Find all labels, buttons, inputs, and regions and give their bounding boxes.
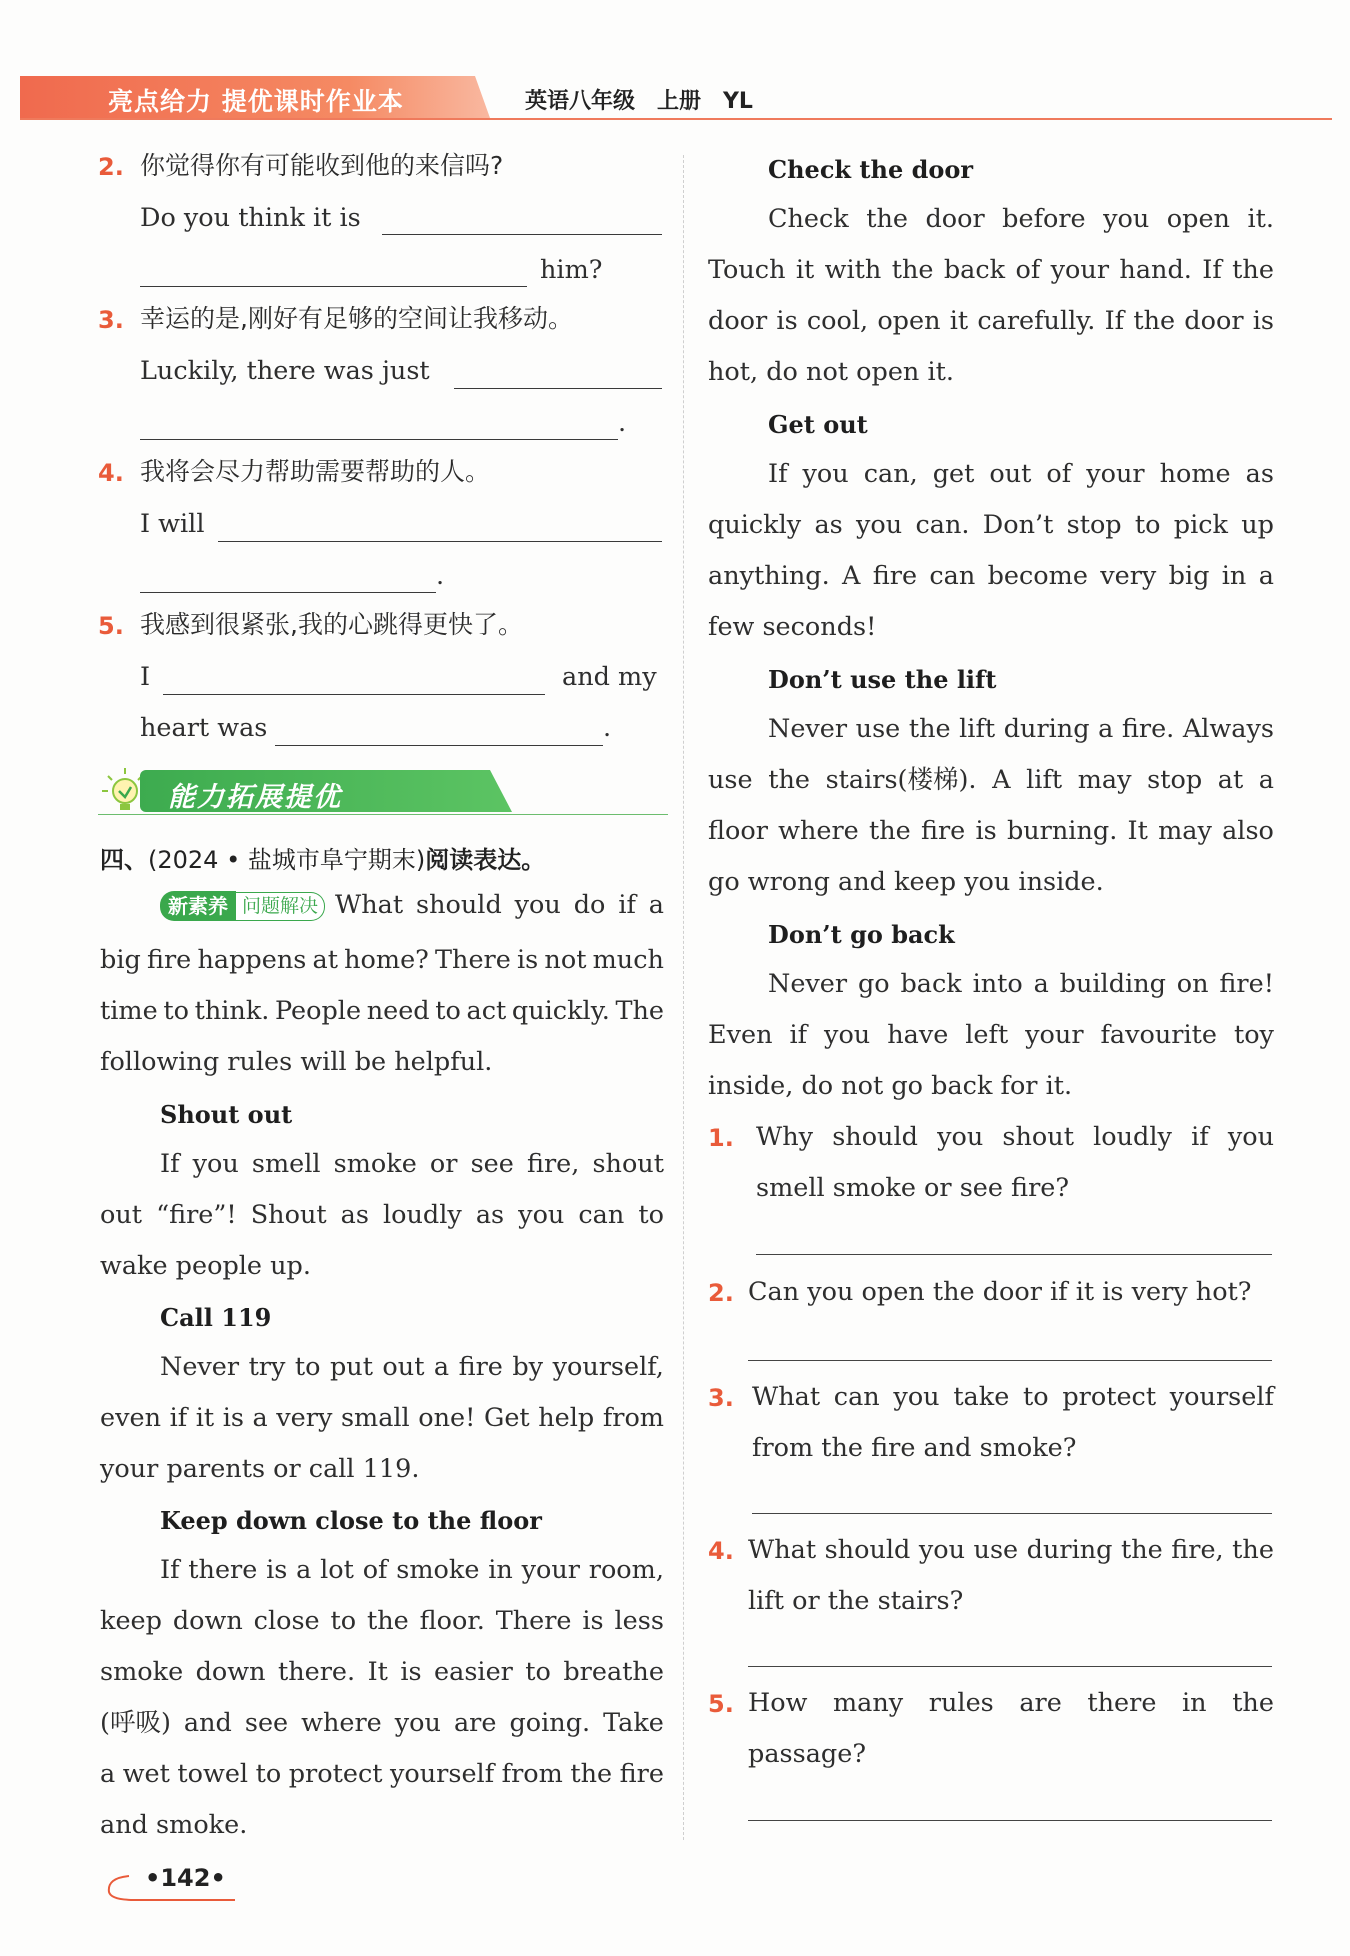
- passage-line: (呼吸) and see where you are going. Take: [100, 1708, 664, 1738]
- passage-line: Never use the lift during a fire. Always: [768, 714, 1274, 744]
- rule-heading: Keep down close to the floor: [160, 1506, 542, 1535]
- part-heading: [100, 840, 545, 875]
- passage-line: anything. A fire can become very big in a: [708, 561, 1274, 591]
- item-line-end: .: [603, 713, 612, 743]
- passage-line: your parents or call 119.: [100, 1454, 420, 1484]
- answer-blank[interactable]: [140, 592, 436, 593]
- passage-line: hot, do not open it.: [708, 357, 954, 387]
- question-line: How many rules are there in the: [748, 1688, 1274, 1718]
- passage-line: use the stairs(楼梯). A lift may stop at a: [708, 765, 1274, 795]
- book-title: 亮点给力 提优课时作业本: [108, 87, 404, 116]
- item-line: Do you think it is: [140, 203, 361, 233]
- passage-line: keep down close to the floor. There is less: [100, 1606, 664, 1636]
- subject-label: 英语八年级 上册 YL: [525, 89, 753, 114]
- question-number: 1.: [708, 1124, 734, 1152]
- item-line-end: .: [618, 408, 627, 438]
- question-line: Can you open the door if it is very hot?: [748, 1277, 1252, 1307]
- item-number: 2.: [98, 153, 124, 181]
- passage-line: [160, 890, 664, 921]
- item-line: heart was: [140, 713, 268, 743]
- question-line: smell smoke or see fire?: [756, 1173, 1070, 1203]
- passage-line: Touch it with the back of your hand. If the: [708, 255, 1274, 285]
- passage-line: door is cool, open it carefully. If the door is: [708, 306, 1274, 336]
- question-number: 2.: [708, 1279, 734, 1307]
- answer-line[interactable]: [748, 1820, 1272, 1821]
- part-title-text: 阅读表达。: [425, 846, 546, 874]
- rule-heading: Check the door: [768, 155, 974, 184]
- rule-heading: Shout out: [160, 1100, 293, 1129]
- rule-heading: Call 119: [160, 1303, 272, 1332]
- answer-blank[interactable]: [454, 388, 662, 389]
- item-line: I: [140, 662, 151, 692]
- passage-line: quickly as you can. Don’t stop to pick up: [708, 510, 1274, 540]
- item-line: I will: [140, 509, 205, 539]
- passage-line: even if it is a very small one! Get help from: [100, 1403, 664, 1433]
- column-divider: [683, 155, 684, 1840]
- passage-line: big fire happens at home? There is not much: [100, 945, 664, 975]
- passage-line: wake people up.: [100, 1251, 311, 1281]
- passage-line: go wrong and keep you inside.: [708, 867, 1104, 897]
- passage-line: time to think. People need to act quickly. The: [100, 996, 664, 1026]
- rule-heading: Get out: [768, 410, 868, 439]
- passage-line: If you can, get out of your home as: [768, 459, 1274, 489]
- page-number: •142•: [145, 1864, 226, 1892]
- question-line: What should you use during the fire, the: [748, 1535, 1274, 1565]
- part-label: 四、: [100, 846, 148, 874]
- item-line-end: him?: [540, 255, 603, 285]
- question-line: passage?: [748, 1739, 866, 1769]
- answer-blank[interactable]: [163, 694, 545, 695]
- answer-line[interactable]: [756, 1254, 1272, 1255]
- answer-line[interactable]: [752, 1513, 1272, 1514]
- item-line: Luckily, there was just: [140, 356, 430, 386]
- answer-blank[interactable]: [275, 745, 603, 746]
- question-number: 4.: [708, 1537, 734, 1565]
- item-prompt-cn: 你觉得你有可能收到他的来信吗?: [140, 151, 504, 180]
- item-line-end: .: [436, 561, 445, 591]
- passage-line: following rules will be helpful.: [100, 1047, 493, 1077]
- answer-blank[interactable]: [140, 286, 527, 287]
- item-prompt-cn: 幸运的是,刚好有足够的空间让我移动。: [140, 304, 573, 333]
- passage-line: and smoke.: [100, 1810, 248, 1840]
- item-number: 4.: [98, 459, 124, 487]
- question-line: from the fire and smoke?: [752, 1433, 1077, 1463]
- item-prompt-cn: 我感到很紧张,我的心跳得更快了。: [140, 610, 523, 639]
- passage-line: Even if you have left your favourite toy: [708, 1020, 1274, 1050]
- question-line: Why should you shout loudly if you: [756, 1122, 1274, 1152]
- section-banner: [98, 764, 668, 820]
- answer-blank[interactable]: [140, 439, 618, 440]
- banner-underline: [98, 814, 668, 815]
- page-header: [20, 72, 1332, 122]
- item-number: 3.: [98, 306, 124, 334]
- passage-line: a wet towel to protect yourself from the fire: [100, 1759, 664, 1789]
- tag-problem-solving: 问题解决: [236, 892, 325, 921]
- section-title: 能力拓展提优: [168, 782, 342, 813]
- answer-blank[interactable]: [382, 234, 662, 235]
- question-number: 5.: [708, 1690, 734, 1718]
- passage-line: Check the door before you open it.: [768, 204, 1274, 234]
- answer-line[interactable]: [748, 1360, 1272, 1361]
- item-line: and my: [562, 662, 657, 692]
- intro-first-line: What should you do if a: [335, 890, 664, 920]
- rule-heading: Don’t use the lift: [768, 665, 997, 694]
- passage-line: smoke down there. It is easier to breathe: [100, 1657, 664, 1687]
- question-line: What can you take to protect yourself: [752, 1382, 1274, 1412]
- question-number: 3.: [708, 1384, 734, 1412]
- passage-line: Never go back into a building on fire!: [768, 969, 1274, 999]
- passage-line: inside, do not go back for it.: [708, 1071, 1073, 1101]
- answer-blank[interactable]: [218, 541, 662, 542]
- item-number: 5.: [98, 612, 124, 640]
- question-line: lift or the stairs?: [748, 1586, 964, 1616]
- passage-line: If there is a lot of smoke in your room,: [160, 1555, 664, 1585]
- passage-line: If you smell smoke or see fire, shout: [160, 1149, 664, 1179]
- rule-heading: Don’t go back: [768, 920, 955, 949]
- passage-line: few seconds!: [708, 612, 877, 642]
- answer-line[interactable]: [748, 1666, 1272, 1667]
- tag-new-literacy: 新素养: [160, 891, 236, 921]
- passage-line: out “fire”! Shout as loudly as you can to: [100, 1200, 664, 1230]
- item-prompt-cn: 我将会尽力帮助需要帮助的人。: [140, 457, 491, 486]
- passage-line: floor where the fire is burning. It may also: [708, 816, 1274, 846]
- header-divider: [20, 118, 1332, 120]
- part-source: (2024 • 盐城市阜宁期末): [148, 846, 426, 874]
- passage-line: Never try to put out a fire by yourself,: [160, 1352, 664, 1382]
